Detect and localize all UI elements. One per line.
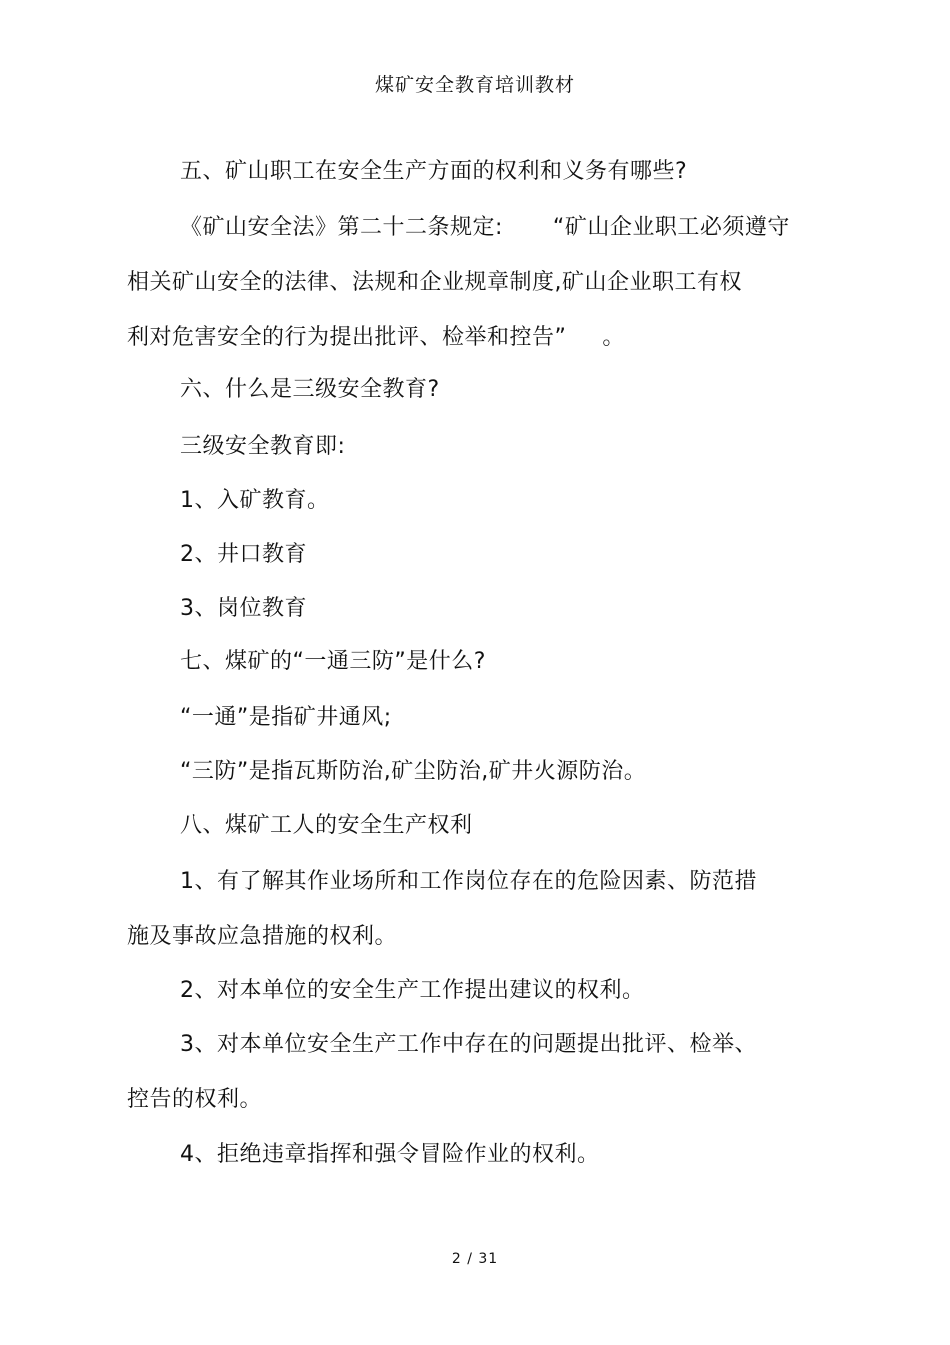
paragraph-line: “一通”是指矿井通风; <box>180 705 392 730</box>
paragraph-line: 三级安全教育即: <box>180 434 346 459</box>
period-mark: 。 <box>602 325 625 350</box>
list-item-continuation: 施及事故应急措施的权利。 <box>127 924 398 949</box>
law-quote-end-text: 利对危害安全的行为提出批评、检举和控告” <box>127 325 567 350</box>
document-header-title: 煤矿安全教育培训教材 <box>374 74 575 96</box>
list-item: 1、入矿教育。 <box>180 488 330 513</box>
list-item: 3、岗位教育 <box>180 596 307 621</box>
section-heading-8: 八、煤矿工人的安全生产权利 <box>180 813 473 838</box>
section-heading-5: 五、矿山职工在安全生产方面的权利和义务有哪些? <box>180 159 688 184</box>
list-item: 4、拒绝违章指挥和强令冒险作业的权利。 <box>180 1142 600 1167</box>
page-separator: / <box>467 1251 473 1267</box>
paragraph-line: 相关矿山安全的法律、法规和企业规章制度,矿山企业职工有权 <box>127 270 742 295</box>
paragraph-line: “三防”是指瓦斯防治,矿尘防治,矿井火源防治。 <box>180 759 647 784</box>
section-heading-6: 六、什么是三级安全教育? <box>180 377 440 402</box>
list-item: 1、有了解其作业场所和工作岗位存在的危险因素、防范措 <box>180 869 757 894</box>
paragraph-line <box>180 213 790 243</box>
list-item: 2、井口教育 <box>180 542 307 567</box>
list-item: 3、对本单位安全生产工作中存在的问题提出批评、检举、 <box>180 1032 757 1057</box>
law-citation-text: 《矿山安全法》第二十二条规定: <box>180 215 503 240</box>
current-page: 2 <box>451 1251 462 1267</box>
list-item-continuation: 控告的权利。 <box>127 1087 263 1112</box>
page-number <box>0 1251 950 1267</box>
paragraph-line <box>127 323 625 353</box>
section-heading-7: 七、煤矿的“一通三防”是什么? <box>180 649 486 674</box>
list-item: 2、对本单位的安全生产工作提出建议的权利。 <box>180 978 645 1003</box>
total-pages: 31 <box>478 1251 499 1267</box>
law-quote-text: “矿山企业职工必须遵守 <box>552 215 790 240</box>
